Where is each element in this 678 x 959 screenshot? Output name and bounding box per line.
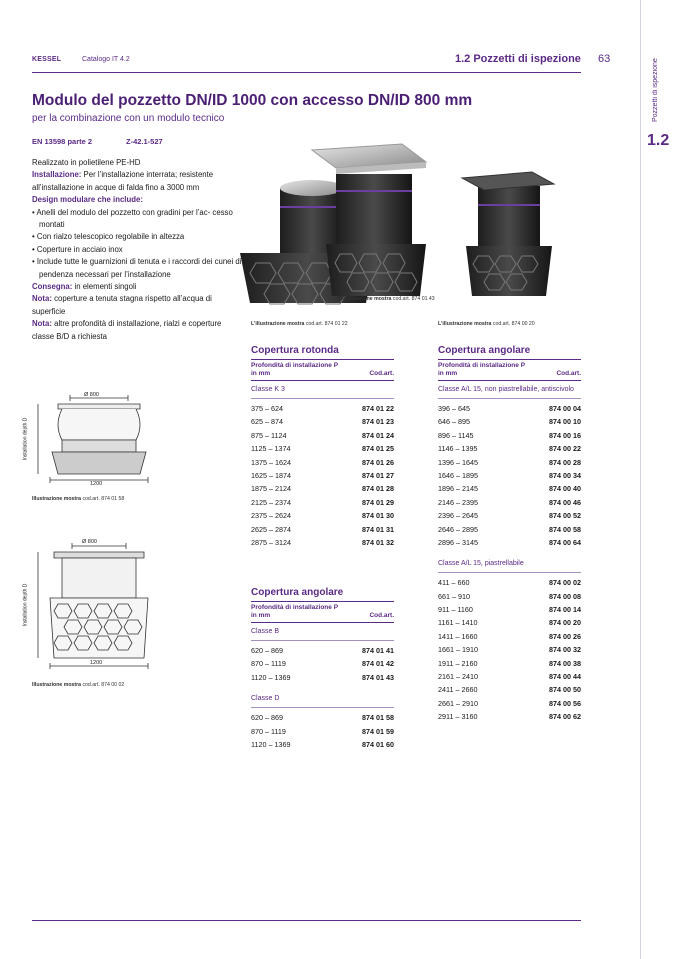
table-row [438,442,581,455]
catalog-name: Catalogo IT 4.2 [82,56,130,63]
article-code: 874 01 27 [362,470,394,480]
table-row [438,509,581,522]
table-row [438,643,581,656]
norm-standard: EN 13598 parte 2 [32,137,93,146]
article-code: 874 00 50 [549,685,581,695]
table-row [438,523,581,536]
article-code: 874 00 04 [549,404,581,413]
table-row [251,523,394,536]
desc-note-2: Nota: altre profondità di installazione, rialzi e coperture classe B/D a richiesta [32,319,222,341]
column-header-depth: Profondità di installazione P in mm [251,604,338,619]
depth-range: 1896 – 2145 [438,484,478,494]
page-subtitle: per la combinazione con un modulo tecnico [32,113,225,124]
depth-range: 2396 – 2645 [438,511,478,521]
section-title: 1.2 Pozzetti di ispezione [455,53,581,65]
desc-design-label: Design modulare che include: [32,195,143,205]
article-code: 874 00 38 [549,658,581,668]
table-copertura-angolare-b-d [251,587,394,751]
depth-range: 620 – 869 [251,646,283,655]
table-group-label: Classe B [251,623,394,641]
depth-range: 2411 – 2660 [438,685,478,695]
depth-range: 661 – 910 [438,591,470,601]
article-code: 874 01 25 [362,444,394,454]
depth-range: 375 – 624 [251,404,283,413]
article-code: 874 01 41 [362,646,394,655]
article-code: 874 00 64 [549,537,581,547]
depth-range: 1625 – 1874 [251,470,291,480]
desc-material: Realizzato in polietilene PE-HD [32,158,141,167]
drawing-diameter-label: Ø 800 [82,539,97,545]
table-row [251,456,394,469]
desc-bullet: • Include tutte le guarnizioni di tenuta e i raccordi dei cunei di pendenza necessari per l’installazione [32,257,242,279]
article-code: 874 01 43 [362,672,394,682]
article-code: 874 00 40 [549,484,581,494]
table-row [251,496,394,509]
sidebar-section-text: Pozzetti di ispezione [652,58,659,122]
article-code: 874 01 29 [362,497,394,507]
depth-range: 2661 – 2910 [438,698,478,708]
depth-range: 2125 – 2374 [251,497,291,507]
column-header-code: Cod.art. [556,370,581,377]
depth-range: 1911 – 2160 [438,658,478,668]
desc-delivery: Consegna: in elementi singoli [32,282,137,292]
norm-approval: Z-42.1-527 [126,137,163,146]
table-row [438,710,581,723]
article-code: 874 01 31 [362,524,394,534]
table-copertura-angolare-al15 [438,345,581,724]
article-code: 874 00 08 [549,591,581,601]
article-code: 874 00 02 [549,578,581,588]
article-code: 874 01 28 [362,484,394,494]
product-description [32,157,242,343]
article-code: 874 01 26 [362,457,394,467]
article-code: 874 00 32 [549,645,581,655]
article-code: 874 01 23 [362,417,394,427]
depth-range: 2875 – 3124 [251,537,291,547]
depth-range: 870 – 1119 [251,726,286,736]
article-code: 874 00 52 [549,511,581,521]
table-row [251,725,394,738]
depth-range: 875 – 1124 [251,430,287,440]
sidebar-divider [640,0,641,959]
table-row [251,644,394,657]
depth-range: 2161 – 2410 [438,672,478,682]
depth-range: 1396 – 1645 [438,457,478,467]
desc-bullet: • Coperture in acciaio inox [32,244,123,254]
table-group-label: Classe K 3 [251,381,394,399]
article-code: 874 00 56 [549,698,581,708]
footer-rule [32,920,581,921]
depth-range: 1375 – 1624 [251,457,291,467]
table-row [251,738,394,751]
article-code: 874 00 22 [549,444,581,454]
drawing-diameter-label: Ø 800 [84,392,99,398]
drawing-width-label: 1200 [90,660,103,666]
desc-installation: Installazione: Per l’installazione interrata; resistente all’installazione in acque di falda fino a 3000 mm [32,170,214,192]
technical-drawing-round [22,390,172,500]
table-row [438,469,581,482]
table-row [251,671,394,684]
table-title: Copertura angolare [251,587,344,598]
depth-range: 1120 – 1369 [251,672,291,682]
depth-range: 1661 – 1910 [438,645,478,655]
depth-range: 1875 – 2124 [251,484,291,494]
table-row [438,402,581,415]
depth-range: 2375 – 2624 [251,511,291,521]
photo-caption-right: L'illustrazione mostra cod.art. 874 00 20 [438,321,535,327]
table-copertura-rotonda [251,345,394,549]
article-code: 874 01 60 [362,739,394,749]
depth-range: 411 – 660 [438,578,470,588]
table-row [438,697,581,710]
article-code: 874 01 30 [362,511,394,521]
article-code: 874 00 58 [549,524,581,534]
depth-range: 2146 – 2395 [438,497,478,507]
table-row [438,657,581,670]
table-row [251,442,394,455]
table-row [438,415,581,428]
desc-note-1: Nota: coperture a tenuta stagna rispetto all’acqua di superficie [32,294,212,316]
drawing-depth-label: Installation depth D [22,417,29,461]
depth-range: 2625 – 2874 [251,524,291,534]
depth-range: 911 – 1160 [438,605,473,615]
depth-range: 870 – 1119 [251,659,286,669]
depth-range: 620 – 869 [251,713,283,723]
drawing-caption-top: Illustrazione mostra cod.art. 874 01 58 [32,496,125,502]
drawing-depth-label: Installation depth D [22,583,29,627]
table-row [251,509,394,522]
article-code: 874 00 20 [549,618,581,628]
table-group-label: Classe A/L 15, non piastrellabile, antiscivolo [438,381,581,399]
depth-range: 2896 – 3145 [438,537,478,547]
article-code: 874 01 32 [362,537,394,547]
article-code: 874 00 16 [549,430,581,440]
table-title: Copertura angolare [438,345,531,356]
depth-range: 646 – 895 [438,417,470,427]
table-row [438,630,581,643]
article-code: 874 00 62 [549,712,581,722]
article-code: 874 00 34 [549,470,581,480]
table-row [438,429,581,442]
table-header [438,359,581,381]
table-title: Copertura rotonda [251,345,339,356]
shaft-square-cover-class-al15 [462,172,554,296]
table-row [438,616,581,629]
column-header-code: Cod.art. [369,612,394,619]
table-row [438,603,581,616]
table-row [438,482,581,495]
technical-drawing-square [22,536,172,676]
table-row [251,482,394,495]
column-header-code: Cod.art. [369,370,394,377]
table-row [251,402,394,415]
brand-name: KESSEL [32,56,62,63]
article-code: 874 01 42 [362,659,394,669]
photo-caption-left: L'illustrazione mostra cod.art. 874 01 22 [251,321,348,327]
header-rule [32,72,581,73]
article-code: 874 00 28 [549,457,581,467]
depth-range: 396 – 645 [438,404,470,413]
drawing-width-label: 1200 [90,481,103,487]
table-row [251,429,394,442]
depth-range: 1411 – 1660 [438,631,478,641]
table-row [438,536,581,549]
table-row [251,536,394,549]
product-photo [236,138,566,316]
photo-caption-middle: L'illustrazione mostra cod.art. 874 01 43 [338,296,435,302]
article-code: 874 00 26 [549,631,581,641]
drawing-caption-bottom: Illustrazione mostra cod.art. 874 00 02 [32,682,125,688]
article-code: 874 01 22 [362,404,394,413]
desc-bullet: • Con rialzo telescopico regolabile in altezza [32,232,185,242]
table-row [251,711,394,724]
table-header [251,601,394,623]
sidebar-section-number: 1.2 [647,132,670,149]
column-header-depth: Profondità di installazione P in mm [251,362,338,377]
table-row [251,657,394,670]
table-header [251,359,394,381]
table-row [438,576,581,589]
depth-range: 2911 – 3160 [438,712,478,722]
article-code: 874 00 14 [549,605,581,615]
table-group-label: Classe A/L 15, piastrellabile [438,555,581,573]
table-row [438,670,581,683]
table-row [438,590,581,603]
article-code: 874 00 44 [549,672,581,682]
depth-range: 1146 – 1395 [438,444,478,454]
page-title: Modulo del pozzetto DN/ID 1000 con accesso DN/ID 800 mm [32,92,473,109]
depth-range: 2646 – 2895 [438,524,478,534]
article-code: 874 01 58 [362,713,394,723]
table-row [438,683,581,696]
table-row [251,469,394,482]
depth-range: 1125 – 1374 [251,444,291,454]
depth-range: 1646 – 1895 [438,470,478,480]
article-code: 874 01 59 [362,726,394,736]
article-code: 874 00 10 [549,417,581,427]
column-header-depth: Profondità di installazione P in mm [438,362,525,377]
table-row [438,496,581,509]
page-number: 63 [598,53,611,65]
article-code: 874 00 46 [549,497,581,507]
desc-bullet: • Anelli del modulo del pozzetto con gradini per l’ac- cesso montati [32,207,233,230]
depth-range: 1120 – 1369 [251,739,291,749]
article-code: 874 01 24 [362,430,394,440]
table-row [251,415,394,428]
table-group-label: Classe D [251,690,394,708]
depth-range: 896 – 1145 [438,430,474,440]
depth-range: 1161 – 1410 [438,618,478,628]
table-row [438,456,581,469]
depth-range: 625 – 874 [251,417,283,427]
